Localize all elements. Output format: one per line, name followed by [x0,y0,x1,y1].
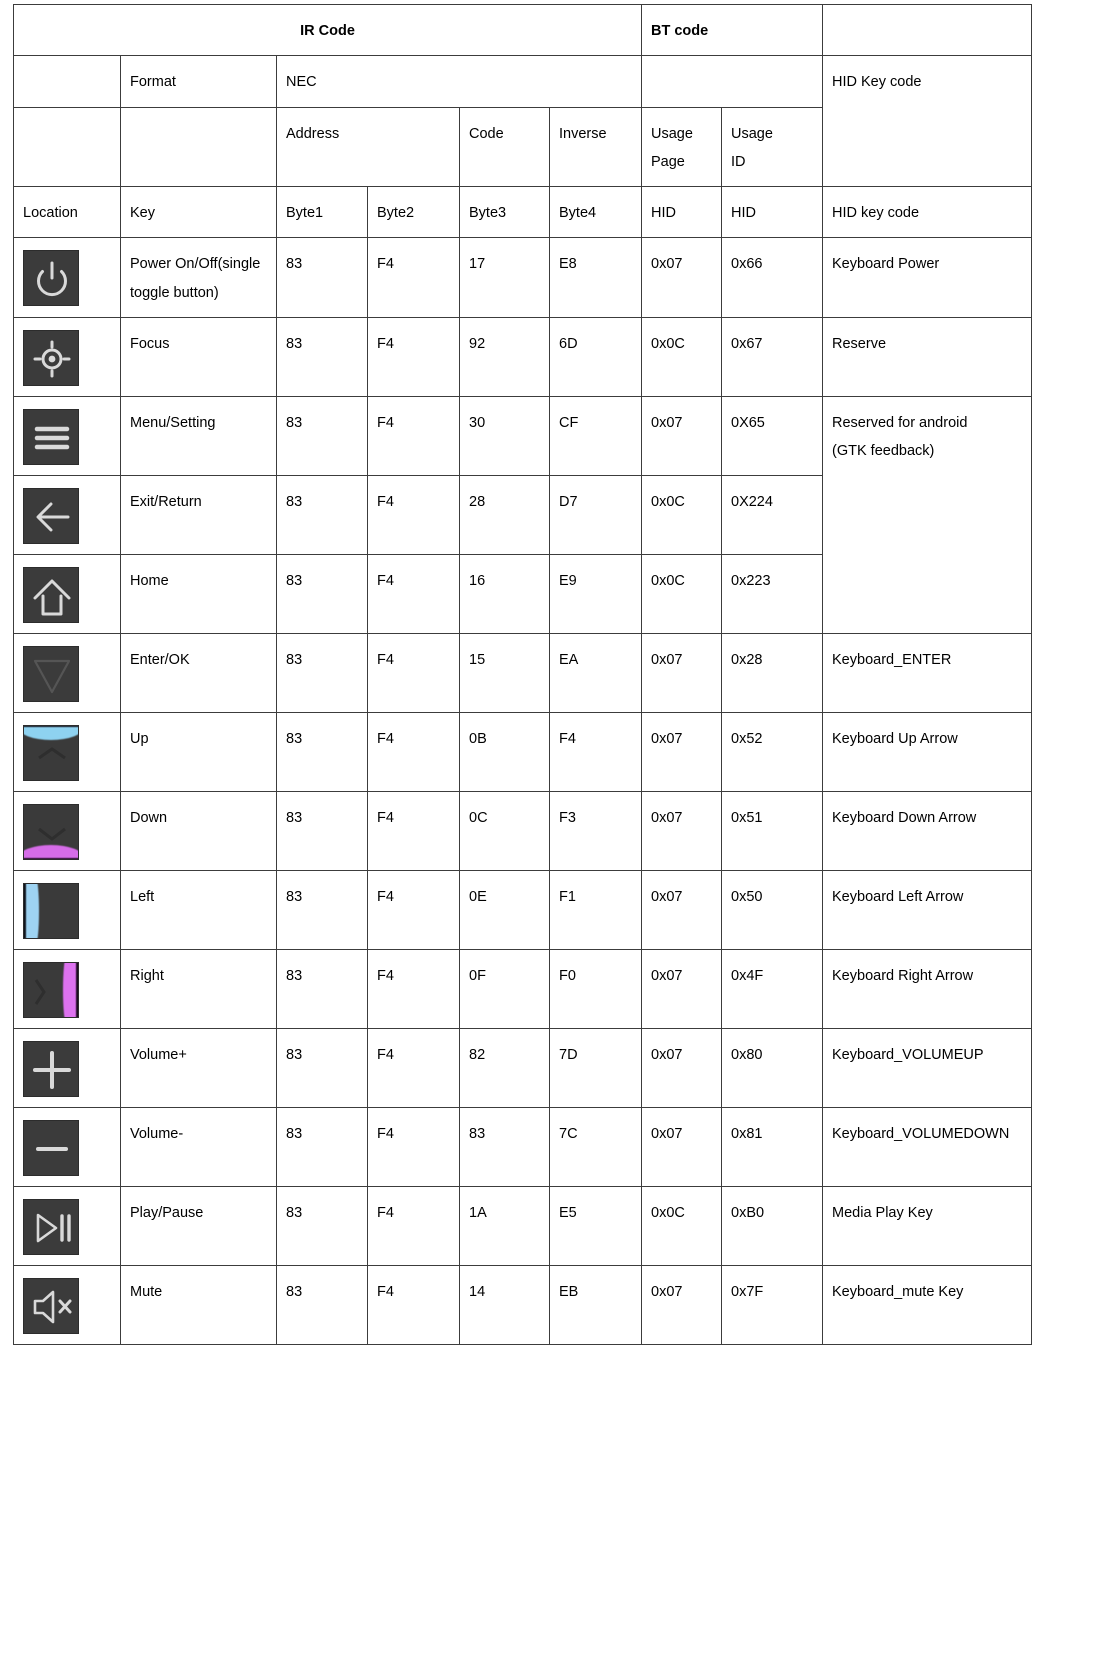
hid-key-code-cell: Keyboard Right Arrow [823,949,1032,1028]
byte2-cell: F4 [368,870,460,949]
header-address: Address [277,107,460,187]
hid-key-code-cell: Keyboard Power [823,238,1032,318]
table-row [14,238,1032,318]
location-cell [14,791,121,870]
usage-page-cell: 0x0C [642,317,722,396]
location-cell [14,1265,121,1344]
byte4-cell: D7 [550,475,642,554]
usage-id-cell: 0x50 [722,870,823,949]
byte3-cell: 0E [460,870,550,949]
usage-page-cell: 0x07 [642,791,722,870]
byte4-cell: F1 [550,870,642,949]
byte1-cell: 83 [277,633,368,712]
menu-icon [23,409,79,465]
byte3-cell: 14 [460,1265,550,1344]
byte2-cell: F4 [368,554,460,633]
location-cell [14,396,121,475]
table-row [14,1107,1032,1186]
location-cell [14,1107,121,1186]
ir-bt-key-code-table [13,4,1032,1345]
byte1-cell: 83 [277,1265,368,1344]
key-cell: Left [121,870,277,949]
header-code: Code [460,107,550,187]
byte3-cell: 1A [460,1186,550,1265]
hid-key-code-cell: Reserve [823,317,1032,396]
byte2-cell: F4 [368,633,460,712]
byte1-cell: 83 [277,791,368,870]
header-row-columns [14,187,1032,238]
usage-id-cell: 0x28 [722,633,823,712]
table-row [14,1028,1032,1107]
table-row [14,791,1032,870]
focus-icon [23,330,79,386]
arrow-left-icon [23,883,79,939]
key-cell: Down [121,791,277,870]
header-key: Key [121,187,277,238]
header-hid-id: HID [722,187,823,238]
table-row [14,712,1032,791]
header-usage-id-line2: ID [731,153,746,170]
usage-id-cell: 0x52 [722,712,823,791]
usage-id-cell: 0x223 [722,554,823,633]
usage-page-cell: 0x0C [642,1186,722,1265]
byte1-cell: 83 [277,396,368,475]
byte1-cell: 83 [277,1186,368,1265]
key-cell: Focus [121,317,277,396]
usage-id-cell: 0x51 [722,791,823,870]
hid-key-code-cell: Keyboard Down Arrow [823,791,1032,870]
byte3-cell: 30 [460,396,550,475]
byte1-cell: 83 [277,1028,368,1107]
byte2-cell: F4 [368,1028,460,1107]
header-fields-blank-2 [121,107,277,187]
usage-page-cell: 0x0C [642,554,722,633]
header-hid-page: HID [642,187,722,238]
arrow-down-icon [23,804,79,860]
header-row-format [14,56,1032,107]
table-row [14,870,1032,949]
byte3-cell: 28 [460,475,550,554]
key-cell: Menu/Setting [121,396,277,475]
byte4-cell: E5 [550,1186,642,1265]
usage-page-cell: 0x07 [642,949,722,1028]
key-cell: Home [121,554,277,633]
key-cell: Mute [121,1265,277,1344]
location-cell [14,238,121,318]
table-row [14,1186,1032,1265]
header-hid-key-code-title: HID Key code [823,56,1032,187]
key-cell: Enter/OK [121,633,277,712]
byte3-cell: 83 [460,1107,550,1186]
byte4-cell: CF [550,396,642,475]
key-cell: Power On/Off(single toggle button) [121,238,277,318]
byte1-cell: 83 [277,712,368,791]
byte4-cell: EB [550,1265,642,1344]
header-format-label: Format [121,56,277,107]
byte1-cell: 83 [277,475,368,554]
header-byte1: Byte1 [277,187,368,238]
location-cell [14,1028,121,1107]
volume-up-plus-icon [23,1041,79,1097]
table-row [14,633,1032,712]
usage-page-cell: 0x0C [642,475,722,554]
byte4-cell: 7D [550,1028,642,1107]
byte2-cell: F4 [368,1265,460,1344]
key-cell: Up [121,712,277,791]
header-row-group-titles [14,5,1032,56]
byte1-cell: 83 [277,238,368,318]
hid-key-code-cell: Keyboard Left Arrow [823,870,1032,949]
usage-page-cell: 0x07 [642,1265,722,1344]
header-inverse: Inverse [550,107,642,187]
byte2-cell: F4 [368,238,460,318]
header-fields-blank-1 [14,107,121,187]
header-format-blank [14,56,121,107]
back-arrow-icon [23,488,79,544]
byte4-cell: E8 [550,238,642,318]
location-cell [14,317,121,396]
byte4-cell: F3 [550,791,642,870]
key-cell: Play/Pause [121,1186,277,1265]
arrow-right-icon [23,962,79,1018]
usage-id-cell: 0x67 [722,317,823,396]
byte4-cell: 7C [550,1107,642,1186]
byte3-cell: 92 [460,317,550,396]
mute-speaker-icon [23,1278,79,1334]
header-bt-code-blank [642,56,823,107]
location-cell [14,633,121,712]
header-hid-key-code: HID key code [823,187,1032,238]
header-usage-id [722,107,823,187]
header-byte2: Byte2 [368,187,460,238]
table-row [14,1265,1032,1344]
header-bt-code: BT code [642,5,823,56]
byte1-cell: 83 [277,554,368,633]
header-usage-page [642,107,722,187]
header-format-value: NEC [277,56,642,107]
key-code-table-page [0,4,1105,1672]
hid-key-code-cell-merged [823,396,1032,633]
usage-page-cell: 0x07 [642,1028,722,1107]
key-cell: Right [121,949,277,1028]
byte3-cell: 82 [460,1028,550,1107]
usage-id-cell: 0x4F [722,949,823,1028]
hid-key-code-cell: Keyboard_ENTER [823,633,1032,712]
byte3-cell: 0C [460,791,550,870]
byte2-cell: F4 [368,949,460,1028]
power-icon [23,250,79,306]
byte1-cell: 83 [277,870,368,949]
byte3-cell: 15 [460,633,550,712]
header-usage-page-line1: Usage [651,125,693,142]
home-icon [23,567,79,623]
byte3-cell: 0B [460,712,550,791]
byte4-cell: EA [550,633,642,712]
usage-id-cell: 0x7F [722,1265,823,1344]
byte4-cell: E9 [550,554,642,633]
byte3-cell: 17 [460,238,550,318]
byte2-cell: F4 [368,1107,460,1186]
byte2-cell: F4 [368,475,460,554]
hid-note-line2: (GTK feedback) [832,443,935,460]
usage-id-cell: 0X224 [722,475,823,554]
byte2-cell: F4 [368,1186,460,1265]
usage-page-cell: 0x07 [642,1107,722,1186]
byte3-cell: 16 [460,554,550,633]
play-pause-icon [23,1199,79,1255]
hid-key-code-cell: Media Play Key [823,1186,1032,1265]
usage-id-cell: 0x80 [722,1028,823,1107]
usage-id-cell: 0xB0 [722,1186,823,1265]
byte3-cell: 0F [460,949,550,1028]
byte4-cell: F4 [550,712,642,791]
usage-page-cell: 0x07 [642,870,722,949]
location-cell [14,554,121,633]
table-row [14,949,1032,1028]
volume-down-minus-icon [23,1120,79,1176]
usage-page-cell: 0x07 [642,238,722,318]
key-cell: Exit/Return [121,475,277,554]
header-topright-empty [823,5,1032,56]
hid-key-code-cell: Keyboard_mute Key [823,1265,1032,1344]
usage-page-cell: 0x07 [642,396,722,475]
usage-page-cell: 0x07 [642,633,722,712]
location-cell [14,475,121,554]
hid-key-code-cell: Keyboard_VOLUMEDOWN [823,1107,1032,1186]
header-location: Location [14,187,121,238]
arrow-up-icon [23,725,79,781]
hid-note-line1: Reserved for android [832,414,968,431]
header-usage-page-line2: Page [651,153,685,170]
byte4-cell: F0 [550,949,642,1028]
usage-id-cell: 0X65 [722,396,823,475]
byte1-cell: 83 [277,317,368,396]
header-usage-id-line1: Usage [731,125,773,142]
hid-key-code-cell: Keyboard Up Arrow [823,712,1032,791]
location-cell [14,949,121,1028]
byte1-cell: 83 [277,1107,368,1186]
key-cell: Volume- [121,1107,277,1186]
location-cell [14,712,121,791]
hid-key-code-cell: Keyboard_VOLUMEUP [823,1028,1032,1107]
location-cell [14,870,121,949]
header-byte4: Byte4 [550,187,642,238]
table-row [14,317,1032,396]
usage-page-cell: 0x07 [642,712,722,791]
location-cell [14,1186,121,1265]
header-ir-code: IR Code [14,5,642,56]
usage-id-cell: 0x81 [722,1107,823,1186]
header-byte3: Byte3 [460,187,550,238]
byte2-cell: F4 [368,396,460,475]
usage-id-cell: 0x66 [722,238,823,318]
byte2-cell: F4 [368,791,460,870]
byte2-cell: F4 [368,317,460,396]
table-row [14,396,1032,475]
byte1-cell: 83 [277,949,368,1028]
enter-triangle-icon [23,646,79,702]
byte2-cell: F4 [368,712,460,791]
key-cell: Volume+ [121,1028,277,1107]
byte4-cell: 6D [550,317,642,396]
